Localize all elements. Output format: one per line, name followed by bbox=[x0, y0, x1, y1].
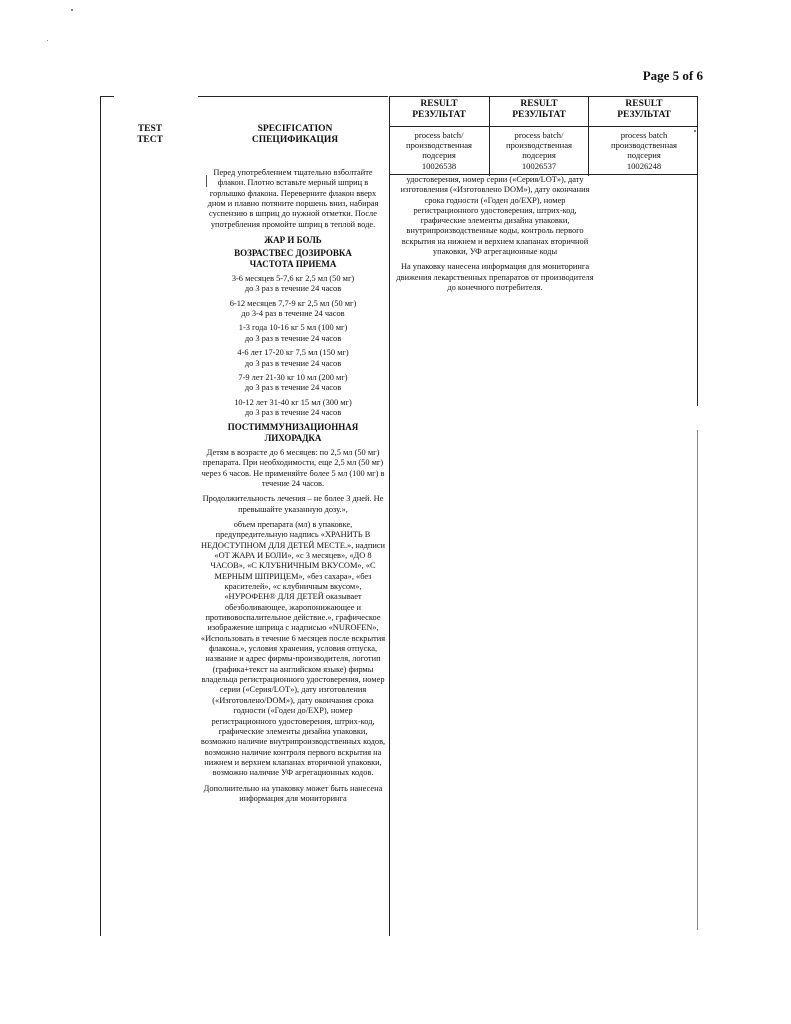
header-top-rule-mid bbox=[198, 96, 388, 97]
result-header-2-en: RESULT bbox=[520, 99, 558, 109]
dosing-row-3-main: 1-3 года 10-16 кг 5 мл (100 мг) bbox=[238, 323, 348, 333]
batch-cell-3-number: 10026248 bbox=[626, 160, 662, 171]
batch-cell-1-number: 10026538 bbox=[421, 160, 457, 171]
treatment-duration: Продолжительность лечения – не более 3 дней. Не превышайте указанную дозу.», bbox=[202, 494, 384, 514]
batch-cell-2-ru2: подсерия bbox=[522, 150, 556, 161]
spec-intro: Перед употреблением тщательно взболтайте флакон. Плотно вставьте мерный шприц в горлышко флакона. Переверните флакон вверх дном и плавно потяните поршень вниз, набирая суспензию в шприц до нужной отметки. После употребления промойте шприц в теплой воде. bbox=[207, 168, 379, 229]
dosing-columns-1: ВОЗРАСТВЕС ДОЗИРОВКА bbox=[234, 248, 352, 259]
dosing-row-2-frequency: до 3-4 раз в течение 24 часов bbox=[241, 309, 345, 319]
spec-header-en: SPECIFICATION bbox=[257, 124, 333, 134]
result-header-divider bbox=[389, 126, 697, 127]
result-column-border-1 bbox=[489, 96, 490, 176]
result-header-1 bbox=[392, 99, 486, 121]
right-border-lower bbox=[697, 430, 698, 930]
dosing-row bbox=[200, 398, 386, 419]
test-header-en: TEST bbox=[137, 124, 163, 134]
result-header-1-en: RESULT bbox=[420, 99, 458, 109]
specification-text bbox=[200, 168, 386, 809]
batch-cell-1-ru2: подсерия bbox=[422, 150, 456, 161]
result-continuation-p1: удостоверения, номер серии («Серия/LOT»), дату изготовления («Изготовлено DOM»), дату окончания срока годности («Годен до/EXP), номер регистрационного удостоверения, штрих-код, графические элементы дизайна упаковки, внутрипроизводственные коды, контроль первого вскрытия на нижнем и верхнем клапанах вторичной упаковки, УФ агрегационные коды bbox=[400, 175, 590, 257]
batch-cell-1-en: process batch/ bbox=[414, 130, 464, 140]
dosing-row-1-frequency: до 3 раз в течение 24 часов bbox=[244, 284, 342, 294]
additional-info-text: Дополнительно на упаковку может быть нанесена информация для мониторинга bbox=[203, 783, 383, 803]
result-header-1-ru: РЕЗУЛЬТАТ bbox=[412, 110, 466, 120]
scan-speck bbox=[71, 9, 73, 11]
dosing-row-6-frequency: до 3 раз в течение 24 часов bbox=[244, 407, 342, 417]
dosing-row bbox=[200, 348, 386, 369]
spec-header bbox=[220, 124, 370, 146]
batch-cell-3 bbox=[592, 130, 696, 171]
fever-pain-title: ЖАР И БОЛЬ bbox=[264, 235, 322, 246]
batch-cell-2-number: 10026537 bbox=[521, 160, 557, 171]
result-header-3-ru: РЕЗУЛЬТАТ bbox=[617, 110, 671, 120]
dosing-row-3-frequency: до 3 раз в течение 24 часов bbox=[244, 333, 342, 343]
scan-speck bbox=[694, 130, 696, 132]
dosing-row-1-main: 3-6 месяцев 5-7,6 кг 2,5 мл (50 мг) bbox=[231, 274, 355, 284]
batch-cell-3-ru1: производственная bbox=[611, 140, 677, 151]
dosing-row-5-frequency: до 3 раз в течение 24 часов bbox=[244, 383, 342, 393]
spec-column-border bbox=[389, 96, 390, 936]
post-immunization-text: Детям в возрасте до 6 месяцев: по 2,5 мл (50 мг) препарата. При необходимости, еще 2,5 мл (50 мг) через 6 часов. Не применяйте более 5 мл (100 мг) в течение 24 часов. bbox=[201, 447, 385, 488]
package-volume-text: объем препарата (мл) в упаковке, предупредительную надпись «ХРАНИТЬ В НЕДОСТУПНОМ ДЛЯ ДЕТЕЙ МЕСТЕ.», надписи «ОТ ЖАРА И БОЛИ», «с 3 месяцев», «ДО 8 ЧАСОВ», «С КЛУБНИЧНЫМ ВКУСОМ», «С МЕРНЫМ ШПРИЦЕМ», «без сахара», «без красителей», «с клубничным вкусом», «НУРОФЕН® ДЛЯ ДЕТЕЙ оказывает обезболивающее, жаропонижающее и противовоспалительное действие.», графическое изображение шприца с надписью «NUROFEN», «Использовать в течение 6 месяцев после вскрытия флакона.», условия хранения, условия отпуска, название и адрес фирмы-производителя, логотип (графика+текст на английском языке) фирмы владельца регистрационного удостоверения, номер серии («Серия/LOT»), дату изготовления («Изготовлено/DOM»), дату окончания срока годности («Годен до/EXP), номер регистрационного удостоверения, штрих-код, графические элементы дизайна упаковки, возможно наличие внутрипроизводственных кодов, возможно наличие контроля первого вскрытия на нижнем и верхнем клапанах вторичной упаковки, возможно наличие УФ агрегационных кодов. bbox=[200, 519, 386, 778]
spec-header-ru: СПЕЦИФИКАЦИЯ bbox=[251, 135, 339, 145]
left-border bbox=[100, 96, 101, 936]
page-number: Page 5 of 6 bbox=[642, 68, 703, 83]
post-immunization-title: ПОСТИММУНИЗАЦИОННАЯ ЛИХОРАДКА bbox=[227, 422, 359, 443]
batch-cell-3-en: process batch bbox=[620, 130, 668, 140]
header-top-rule-right bbox=[389, 96, 697, 97]
dosing-row bbox=[200, 373, 386, 394]
scan-speck bbox=[47, 40, 48, 41]
dosing-row-4-main: 4-6 лет 17-20 кг 7,5 мл (150 мг) bbox=[237, 348, 349, 358]
test-header-ru: ТЕСТ bbox=[137, 135, 163, 145]
batch-cell-2-ru1: производственная bbox=[506, 140, 572, 151]
dosing-row-2-main: 6-12 месяцев 7,7-9 кг 2,5 мл (50 мг) bbox=[229, 298, 357, 308]
batch-cell-1-ru1: производственная bbox=[406, 140, 472, 151]
result-continuation-text bbox=[392, 175, 598, 298]
batch-cell-1 bbox=[392, 130, 486, 171]
scan-speck bbox=[206, 175, 207, 187]
right-border bbox=[697, 96, 698, 406]
header-top-rule-left bbox=[100, 96, 114, 97]
result-column-border-2 bbox=[588, 96, 589, 176]
batch-cell-2-en: process batch/ bbox=[514, 130, 564, 140]
dosing-row bbox=[200, 299, 386, 320]
dosing-row-6-main: 10-12 лет 31-40 кг 15 мл (300 мг) bbox=[234, 397, 352, 407]
dosing-columns-2: ЧАСТОТА ПРИЕМА bbox=[249, 258, 337, 269]
batch-cell-2 bbox=[492, 130, 586, 171]
dosing-row bbox=[200, 274, 386, 295]
dosing-row bbox=[200, 323, 386, 344]
test-header bbox=[118, 124, 182, 146]
dosing-row-5-main: 7-9 лет 21-30 кг 10 мл (200 мг) bbox=[238, 372, 348, 382]
result-continuation-p2: На упаковку нанесена информация для мониторинга движения лекарственных препаратов от производителя до конечного потребителя. bbox=[396, 262, 594, 292]
result-header-2-ru: РЕЗУЛЬТАТ bbox=[512, 110, 566, 120]
result-header-2 bbox=[492, 99, 586, 121]
result-header-3 bbox=[592, 99, 696, 121]
result-header-3-en: RESULT bbox=[625, 99, 663, 109]
batch-cell-3-ru2: подсерия bbox=[627, 150, 661, 161]
dosing-row-4-frequency: до 3 раз в течение 24 часов bbox=[244, 358, 342, 368]
